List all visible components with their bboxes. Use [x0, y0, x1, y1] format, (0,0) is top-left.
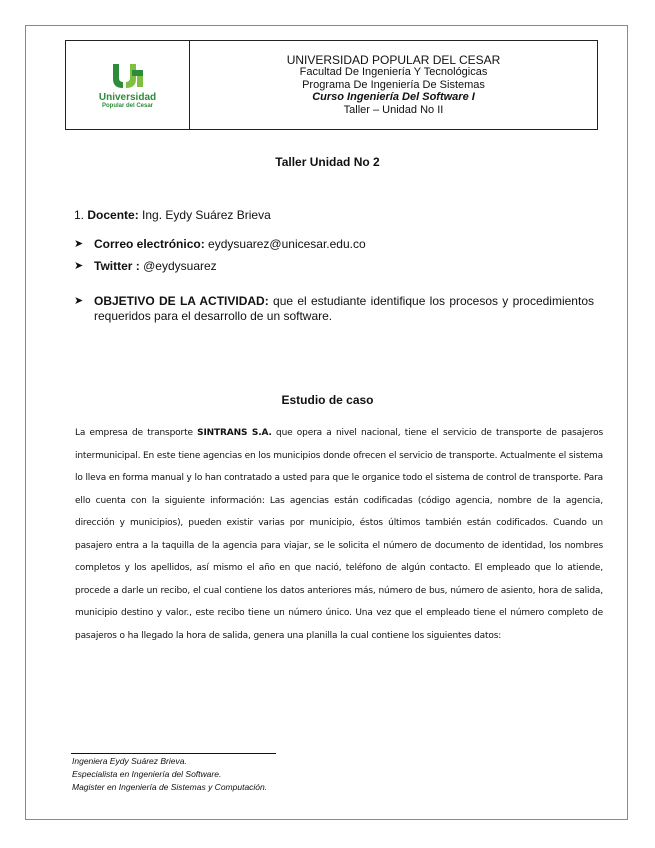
header-table: [65, 40, 598, 130]
program-name: Programa De Ingeniería De Sistemas: [302, 78, 485, 91]
footer-signature: [72, 755, 267, 794]
twitter-label: Twitter :: [94, 259, 140, 273]
docente-line: [74, 208, 594, 222]
logo-subtitle: Popular del Cesar: [101, 102, 154, 109]
course-name: Curso Ingeniería Del Software I: [312, 91, 475, 104]
university-logo-icon: [110, 61, 146, 91]
email-line: [74, 237, 594, 251]
header-titles: [190, 41, 597, 129]
footer-line-2: Especialista en Ingeniería del Software.: [72, 769, 222, 779]
company-name: SINTRANS S.A.: [197, 428, 272, 438]
university-name: UNIVERSIDAD POPULAR DEL CESAR: [286, 52, 501, 67]
workshop-name: Taller – Unidad No II: [343, 103, 444, 116]
footer-rule: [71, 753, 276, 754]
case-study-body: [75, 422, 603, 647]
footer-line-3: Magister en Ingeniería de Sistemas y Computación.: [72, 782, 268, 792]
objective-text: que el estudiante identifique los procesos y procedimientos requeridos para el desarrollo de un software.: [94, 294, 594, 323]
university-logo: [66, 41, 190, 129]
logo-name: Universidad: [98, 91, 157, 103]
twitter-line: [74, 259, 594, 273]
document-title: Taller Unidad No 2: [275, 155, 380, 169]
arrow-bullet-icon: ➤: [74, 295, 84, 307]
objective-label: OBJETIVO DE LA ACTIVIDAD:: [94, 294, 269, 308]
arrow-bullet-icon: ➤: [74, 238, 84, 250]
email-label: Correo electrónico:: [94, 237, 205, 251]
case-study-text: que opera a nivel nacional, tiene el servicio de transporte de pasajeros intermunicipal. En este tiene agencias en los municipios donde ofrecen el servicio de transporte. Actualmente el sistema lo lleva en forma manual y lo han contratado a usted para que le organice todo el sistema de control de transporte. Para ello cuenta con la siguiente información: Las agencias están codificadas (código agencia, nombre de la agencia, dirección y municipios), pueden existir varias por municipio, éstos últimos también están codificados. Cuando un pasajero entra a la taquilla de la agencia para viajar, se le solicita el número de documento de identidad, los nombres completos y los apellidos, así mismo el año en que nació, teléfono de algún contacto. El empleado que lo atiende, procede a darle un recibo, el cual contiene los datos anteriores más, número de bus, número de asiento, hora de salida, municipio destino y valor., este recibo tiene un número único. Una vez que el empleado tiene el número completo de pasajeros o ha llegado la hora de salida, genera una planilla la cual contiene los siguientes datos:: [75, 428, 603, 641]
document-page: [25, 25, 628, 820]
case-study-title: Estudio de caso: [281, 393, 374, 407]
faculty-name: Facultad De Ingeniería Y Tecnológicas: [299, 66, 488, 79]
twitter-value: @eydysuarez: [143, 259, 217, 273]
docente-value: Ing. Eydy Suárez Brieva: [142, 208, 271, 222]
case-study-intro: La empresa de transporte: [75, 428, 193, 438]
email-value: eydysuarez@unicesar.edu.co: [208, 237, 366, 251]
docente-label: Docente:: [87, 208, 139, 222]
docente-number: 1.: [74, 208, 85, 222]
arrow-bullet-icon: ➤: [74, 260, 84, 272]
footer-line-1: Ingeniera Eydy Suárez Brieva.: [72, 756, 187, 766]
objective-block: [74, 294, 594, 324]
